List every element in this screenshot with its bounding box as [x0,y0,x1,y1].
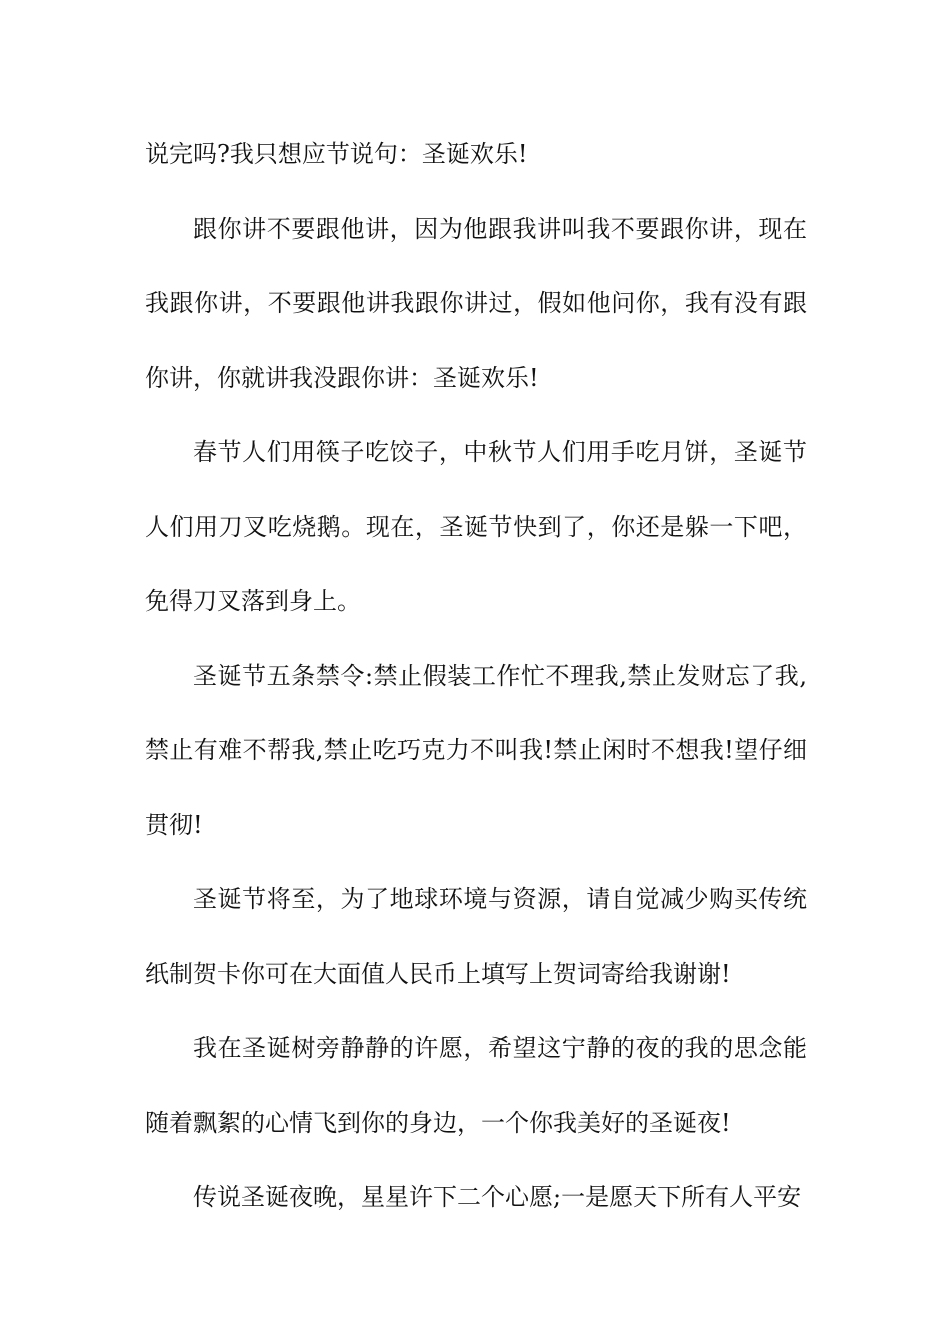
paragraph: 春节人们用筷子吃饺子，中秋节人们用手吃月饼，圣诞节人们用刀叉吃烧鹅。现在，圣诞节快到了，你还是躲一下吧，免得刀叉落到身上。 [145,438,807,615]
document-body [145,117,807,1235]
paragraph: 传说圣诞夜晚，星星许下二个心愿;一是愿天下所有人平安 [193,1183,802,1211]
paragraph: 跟你讲不要跟他讲，因为他跟我讲叫我不要跟你讲，现在我跟你讲，不要跟他讲我跟你讲过，假如他问你，我有没有跟你讲，你就讲我没跟你讲：圣诞欢乐! [145,214,807,392]
paragraph: 我在圣诞树旁静静的许愿，希望这宁静的夜的我的思念能随着飘絮的心情飞到你的身边，一个你我美好的圣诞夜! [145,1034,807,1137]
paragraph-continued: 说完吗?我只想应节说句：圣诞欢乐! [145,140,528,168]
paragraph: 圣诞节将至，为了地球环境与资源，请自觉减少购买传统纸制贺卡你可在大面值人民币上填写上贺词寄给我谢谢! [145,885,807,988]
paragraph: 圣诞节五条禁令:禁止假装工作忙不理我,禁止发财忘了我,禁止有难不帮我,禁止吃巧克力不叫我!禁止闲时不想我!望仔细贯彻! [145,661,807,839]
